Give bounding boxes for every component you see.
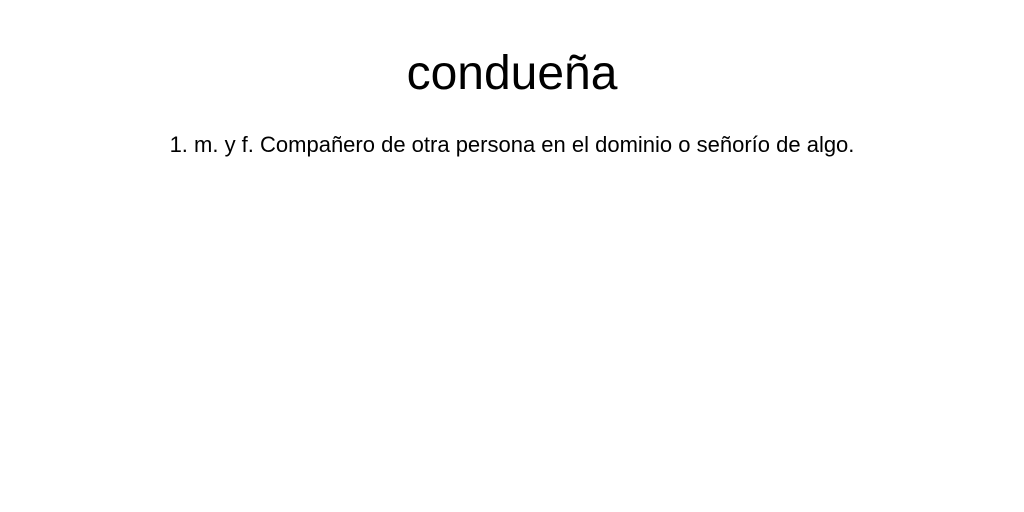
entry-definition: 1. m. y f. Compañero de otra persona en el dominio o señorío de algo.: [169, 132, 855, 157]
entry-headword: condueña: [406, 47, 618, 100]
